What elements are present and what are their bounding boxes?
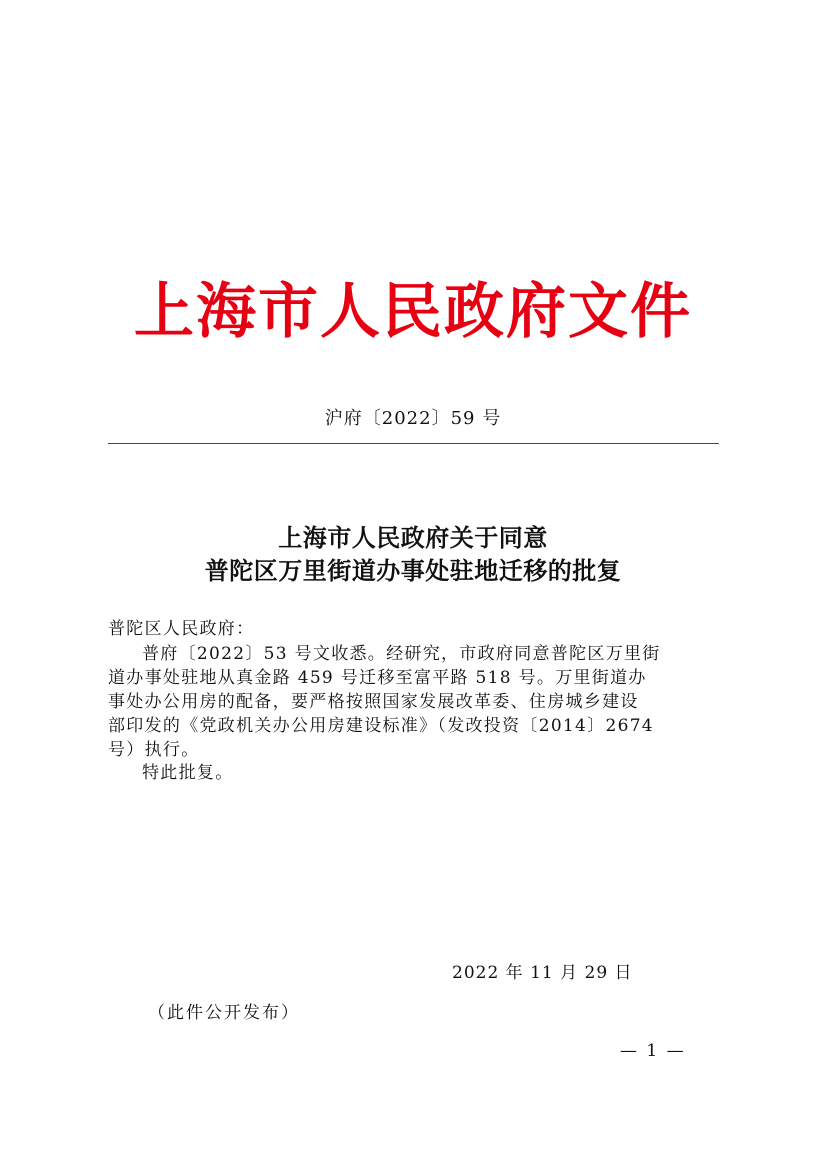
body-line-5: 号）执行。 — [108, 740, 200, 760]
page-number: — 1 — — [620, 1041, 686, 1061]
document-title-line-1: 上海市人民政府关于同意 — [278, 523, 548, 552]
salutation: 普陀区人民政府： — [108, 619, 255, 639]
closing-remark: 特此批复。 — [142, 763, 234, 783]
issue-date: 2022 年 11 月 29 日 — [452, 963, 633, 983]
document-number: 沪府〔2022〕59 号 — [324, 408, 502, 429]
body-line-1: 普府〔2022〕53 号文收悉。经研究，市政府同意普陀区万里街 — [142, 644, 661, 664]
document-header-title: 上海市人民政府文件 — [134, 277, 692, 347]
red-divider-line — [108, 443, 719, 444]
publish-note: （此件公开发布） — [148, 1003, 300, 1023]
body-line-4: 部印发的《党政机关办公用房建设标准》（发改投资〔2014〕2674 — [108, 716, 654, 736]
document-title-line-2: 普陀区万里街道办事处驻地迁移的批复 — [204, 556, 622, 585]
body-line-3: 事处办公用房的配备，要严格按照国家发展改革委、住房城乡建设 — [108, 692, 639, 712]
body-line-2: 道办事处驻地从真金路 459 号迁移至富平路 518 号。万里街道办 — [108, 668, 647, 688]
